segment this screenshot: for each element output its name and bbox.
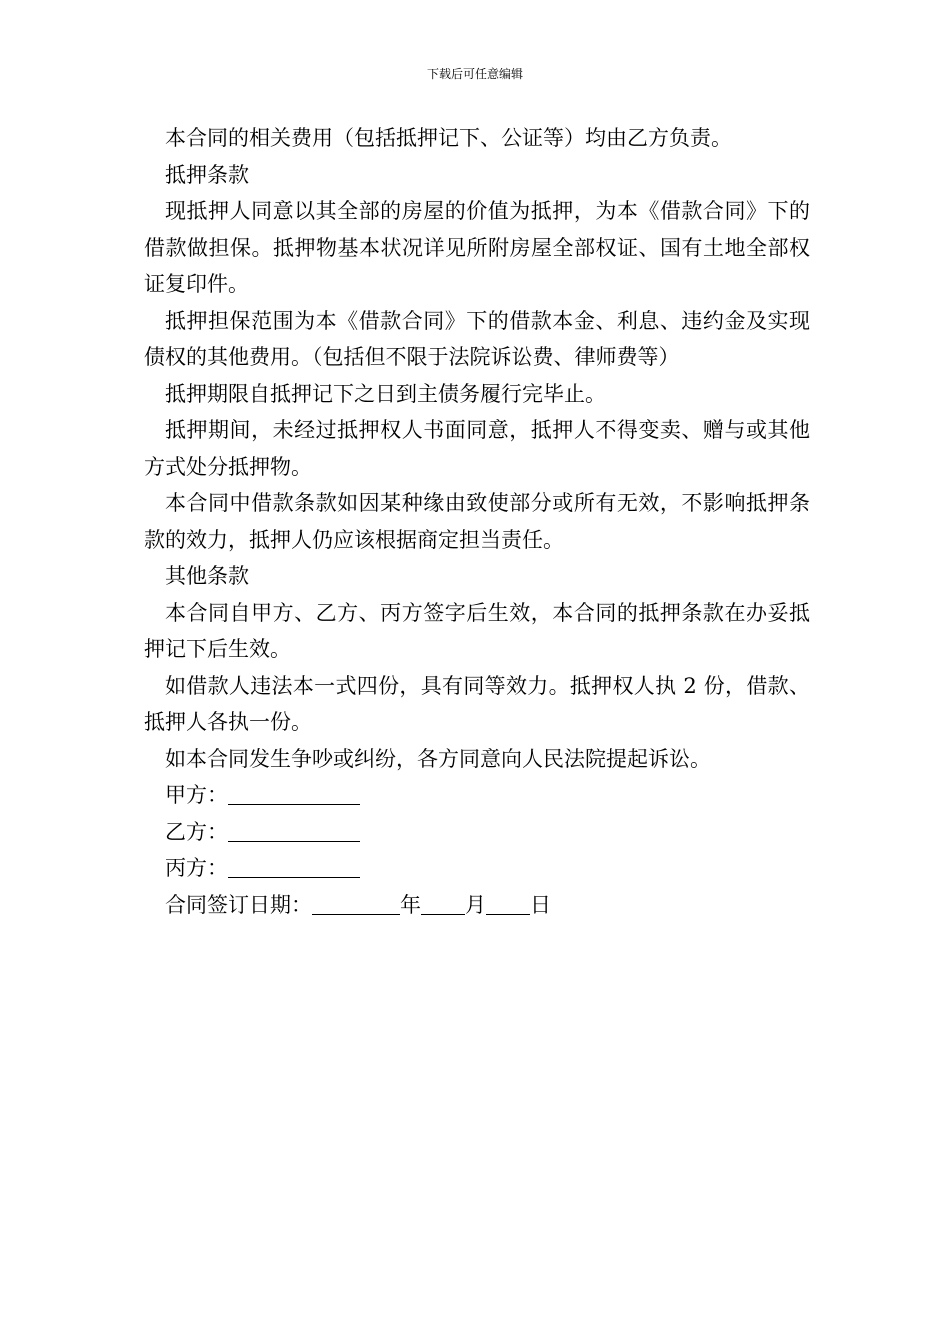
day-blank[interactable] [486, 892, 530, 915]
paragraph-mortgage-period: 抵押期间，未经过抵押权人书面同意，抵押人不得变卖、赠与或其他方式处分抵押物。 [144, 418, 810, 479]
party-c-signature-line[interactable] [228, 855, 360, 878]
year-blank[interactable] [312, 892, 400, 915]
signature-party-b [144, 814, 810, 851]
paragraph-guarantee-scope: 抵押担保范围为本《借款合同》下的借款本金、利息、违约金及实现债权的其他费用。（包括但不限于法院诉讼费、律师费等） [144, 308, 810, 369]
year-label: 年 [400, 892, 421, 917]
party-c-label: 丙方： [165, 856, 228, 880]
signing-date-label: 合同签订日期： [165, 892, 312, 917]
paragraph-disputes: 如本合同发生争吵或纠纷，各方同意向人民法院提起诉讼。 [165, 746, 711, 771]
signature-party-a [144, 777, 810, 814]
section-heading-other-terms: 其他条款 [165, 564, 249, 588]
document-body [144, 120, 810, 923]
signing-date [144, 887, 810, 924]
page-header: 下载后可任意编辑 [426, 67, 523, 81]
month-label: 月 [465, 892, 486, 917]
paragraph-effectiveness: 本合同自甲方、乙方、丙方签字后生效，本合同的抵押条款在办妥抵押记下后生效。 [144, 600, 810, 661]
paragraph-copies: 如借款人违法本一式四份，具有同等效力。抵押权人执 2 份，借款、抵押人各执一份。 [144, 673, 810, 734]
party-a-signature-line[interactable] [228, 782, 360, 805]
paragraph-invalidity: 本合同中借款条款如因某种缘由致使部分或所有无效，不影响抵押条款的效力，抵押人仍应该根据商定担当责任。 [144, 491, 810, 552]
party-a-label: 甲方： [165, 783, 228, 807]
paragraph-fees: 本合同的相关费用（包括抵押记下、公证等）均由乙方负责。 [165, 126, 732, 150]
section-heading-mortgage-terms: 抵押条款 [165, 162, 249, 187]
day-label: 日 [530, 892, 551, 917]
party-b-label: 乙方： [165, 819, 228, 844]
month-blank[interactable] [421, 892, 465, 915]
party-b-signature-line[interactable] [228, 819, 360, 842]
signature-party-c [144, 850, 810, 887]
paragraph-mortgage-term: 抵押期限自抵押记下之日到主债务履行完毕止。 [165, 381, 606, 406]
paragraph-mortgage-agreement: 现抵押人同意以其全部的房屋的价值为抵押，为本《借款合同》下的借款做担保。抵押物基本状况详见所附房屋全部权证、国有土地全部权证复印件。 [144, 199, 810, 296]
